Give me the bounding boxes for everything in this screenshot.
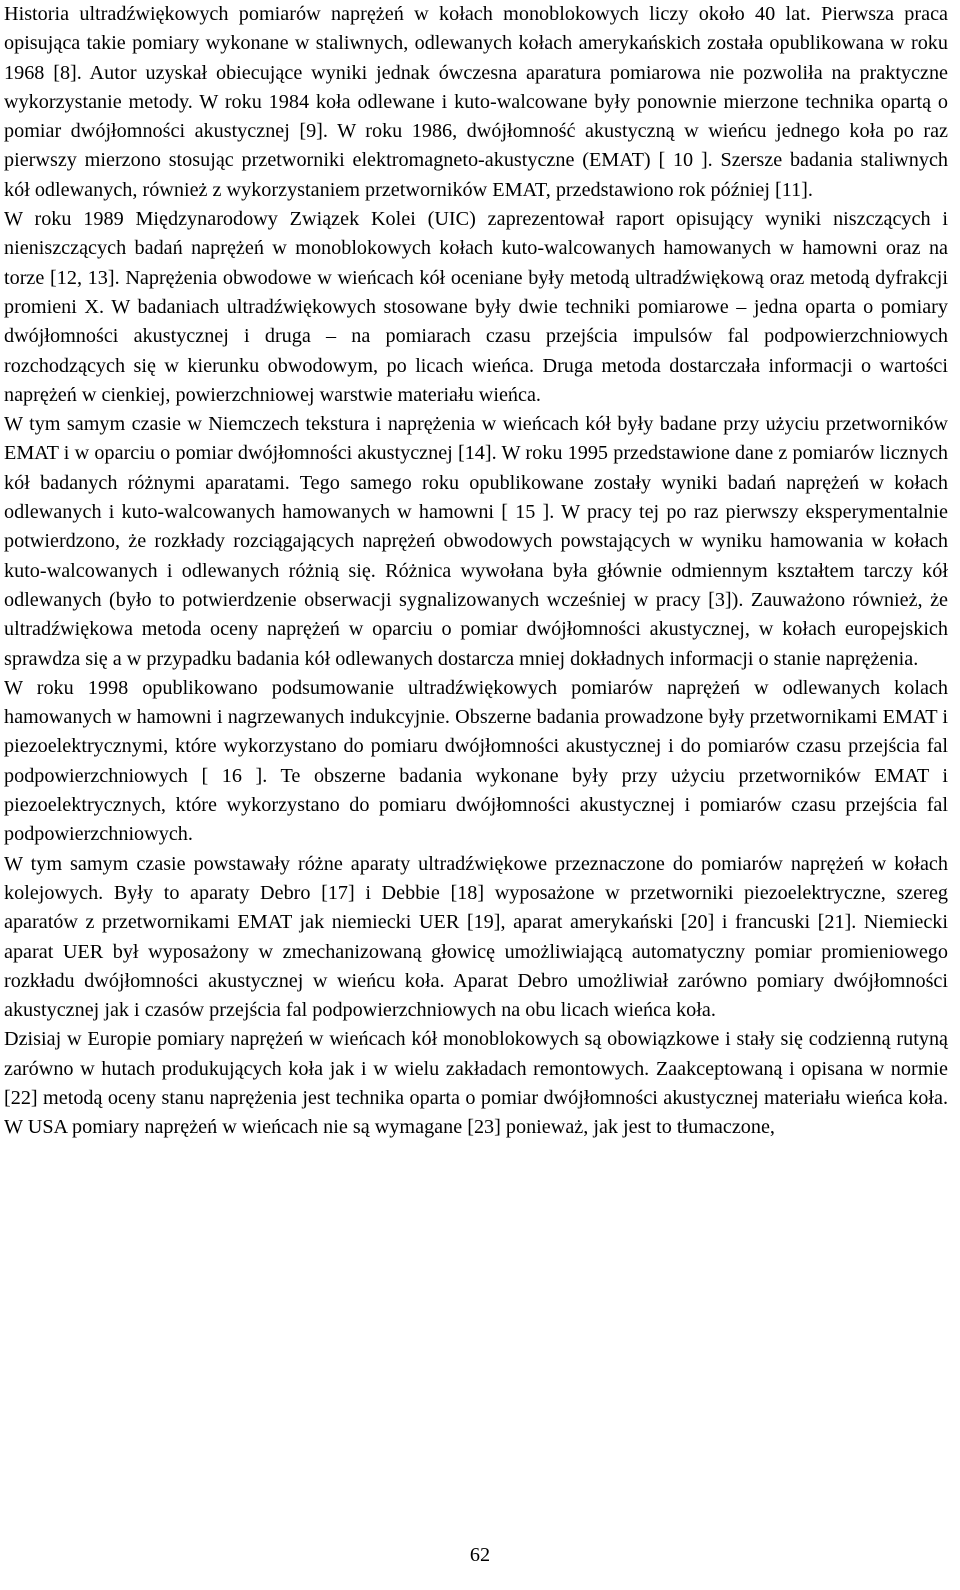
paragraph-history: Historia ultradźwiękowych pomiarów naprężeń w kołach monoblokowych liczy około 40 lat. Pierwsza praca opisująca takie pomiary wykonane w staliwnych, odlewanych kołach amerykańskich została opublikowana w roku 1968 [8]. Autor uzyskał obiecujące wyniki jednak ówczesna aparatura pomiarowa nie pozwoliła na praktyczne wykorzystanie metody. W roku 1984 koła odlewane i kuto-walcowane były ponownie mierzone technika opartą o pomiar dwójłomności akustycznej [9]. W roku 1986, dwójłomność akustyczną w wieńcu jednego koła po raz pierwszy mierzono stosując przetworniki elektromagneto-akustyczne (EMAT) [ 10 ]. Szersze badania staliwnych kół odlewanych, również z wykorzystaniem przetworników EMAT, przedstawiono rok później [11]. [4,3,948,201]
paragraph-germany-studies: W tym samym czasie w Niemczech tekstura i naprężenia w wieńcach kół były badane przy użyciu przetworników EMAT i w oparciu o pomiar dwójłomności akustycznej [14]. W roku 1995 przedstawione dane z pomiarów licznych kół badanych różnymi aparatami. Tego samego roku opublikowane zostały wyniki badań naprężeń w kołach odlewanych i kuto-walcowanych hamowanych w hamowni [ 15 ]. W pracy tej po raz pierwszy eksperymentalnie potwierdzono, że rozkłady rozciągających naprężeń obwodowych powstających w wyniku hamowania w kołach kuto-walcowanych i odlewanych różnią się. Różnica wywołana była głównie odmiennym kształtem tarczy kół odlewanych (było to potwierdzenie obserwacji sygnalizowanych wcześniej w pracy [3]). Zauważono również, że ultradźwiękowa metoda oceny naprężeń w oparciu o pomiar dwójłomności akustycznej, w kołach europejskich sprawdza się a w przypadku badania kół odlewanych dostarcza mniej dokładnych informacji o stanie naprężenia. [4,413,948,670]
paragraph-1998-summary: W roku 1998 opublikowano podsumowanie ultradźwiękowych pomiarów naprężeń w odlewanych kolach hamowanych w hamowni i nagrzewanych indukcyjnie. Obszerne badania prowadzone były przetwornikami EMAT i piezoelektrycznymi, które wykorzystano do pomiaru dwójłomności akustycznej i do pomiarów czasu przejścia fal podpowierzchniowych [ 16 ]. Te obszerne badania wykonane były przy użyciu przetworników EMAT i piezoelektrycznych, które wykorzystano do pomiaru dwójłomności akustycznej i pomiarów czasu przejścia fal podpowierzchniowych. [4,676,948,846]
paragraph-apparatus: W tym samym czasie powstawały różne aparaty ultradźwiękowe przeznaczone do pomiarów naprężeń w kołach kolejowych. Były to aparaty Debro [17] i Debbie [18] wyposażone w przetworniki piezoelektryczne, szereg aparatów z przetwornikami EMAT jak niemiecki UER [19], aparat amerykański [20] i francuski [21]. Niemiecki aparat UER był wyposażony w zmechanizowaną głowicę umożliwiającą automatyczny pomiar promieniowego rozkładu dwójłomności akustycznej w wieńcu koła. Aparat Debro umożliwiał zarówno pomiary dwójłomności akustycznej jak i czasów przejścia fal podpowierzchniowych na obu licach wieńca koła. [4,852,948,1022]
paragraph-uic-report: W roku 1989 Międzynarodowy Związek Kolei (UIC) zaprezentował raport opisujący wyniki niszczących i nieniszczących badań naprężeń w monoblokowych kołach kuto-walcowanych hamowanych w hamowni oraz na torze [12, 13]. Naprężenia obwodowe w wieńcach kół oceniane były metodą ultradźwiękową oraz metodą dyfrakcji promieni X. W badaniach ultradźwiękowych stosowane były dwie techniki pomiarowe – jedna oparta o pomiary dwójłomności akustycznej i druga – na pomiarach czasu przejścia impulsów fal podpowierzchniowych rozchodzących się w kierunku obwodowym, po licach wieńca. Druga metoda dostarczała informacji o wartości naprężeń w cienkiej, powierzchniowej warstwie materiału wieńca. [4,208,948,406]
document-body [4,0,948,1143]
page-number: 62 [469,1544,491,1566]
paragraph-europe-today: Dzisiaj w Europie pomiary naprężeń w wieńcach kół monoblokowych są obowiązkowe i stały się codzienną rutyną zarówno w hutach produkujących koła jak i w wielu zakładach remontowych. Zaakceptowaną i opisana w normie [22] metodą oceny stanu naprężenia jest technika oparta o pomiar dwójłomności akustycznej materiału wieńca koła. W USA pomiary naprężeń w wieńcach nie są wymagane [23] ponieważ, jak jest to tłumaczone, [4,1028,948,1139]
